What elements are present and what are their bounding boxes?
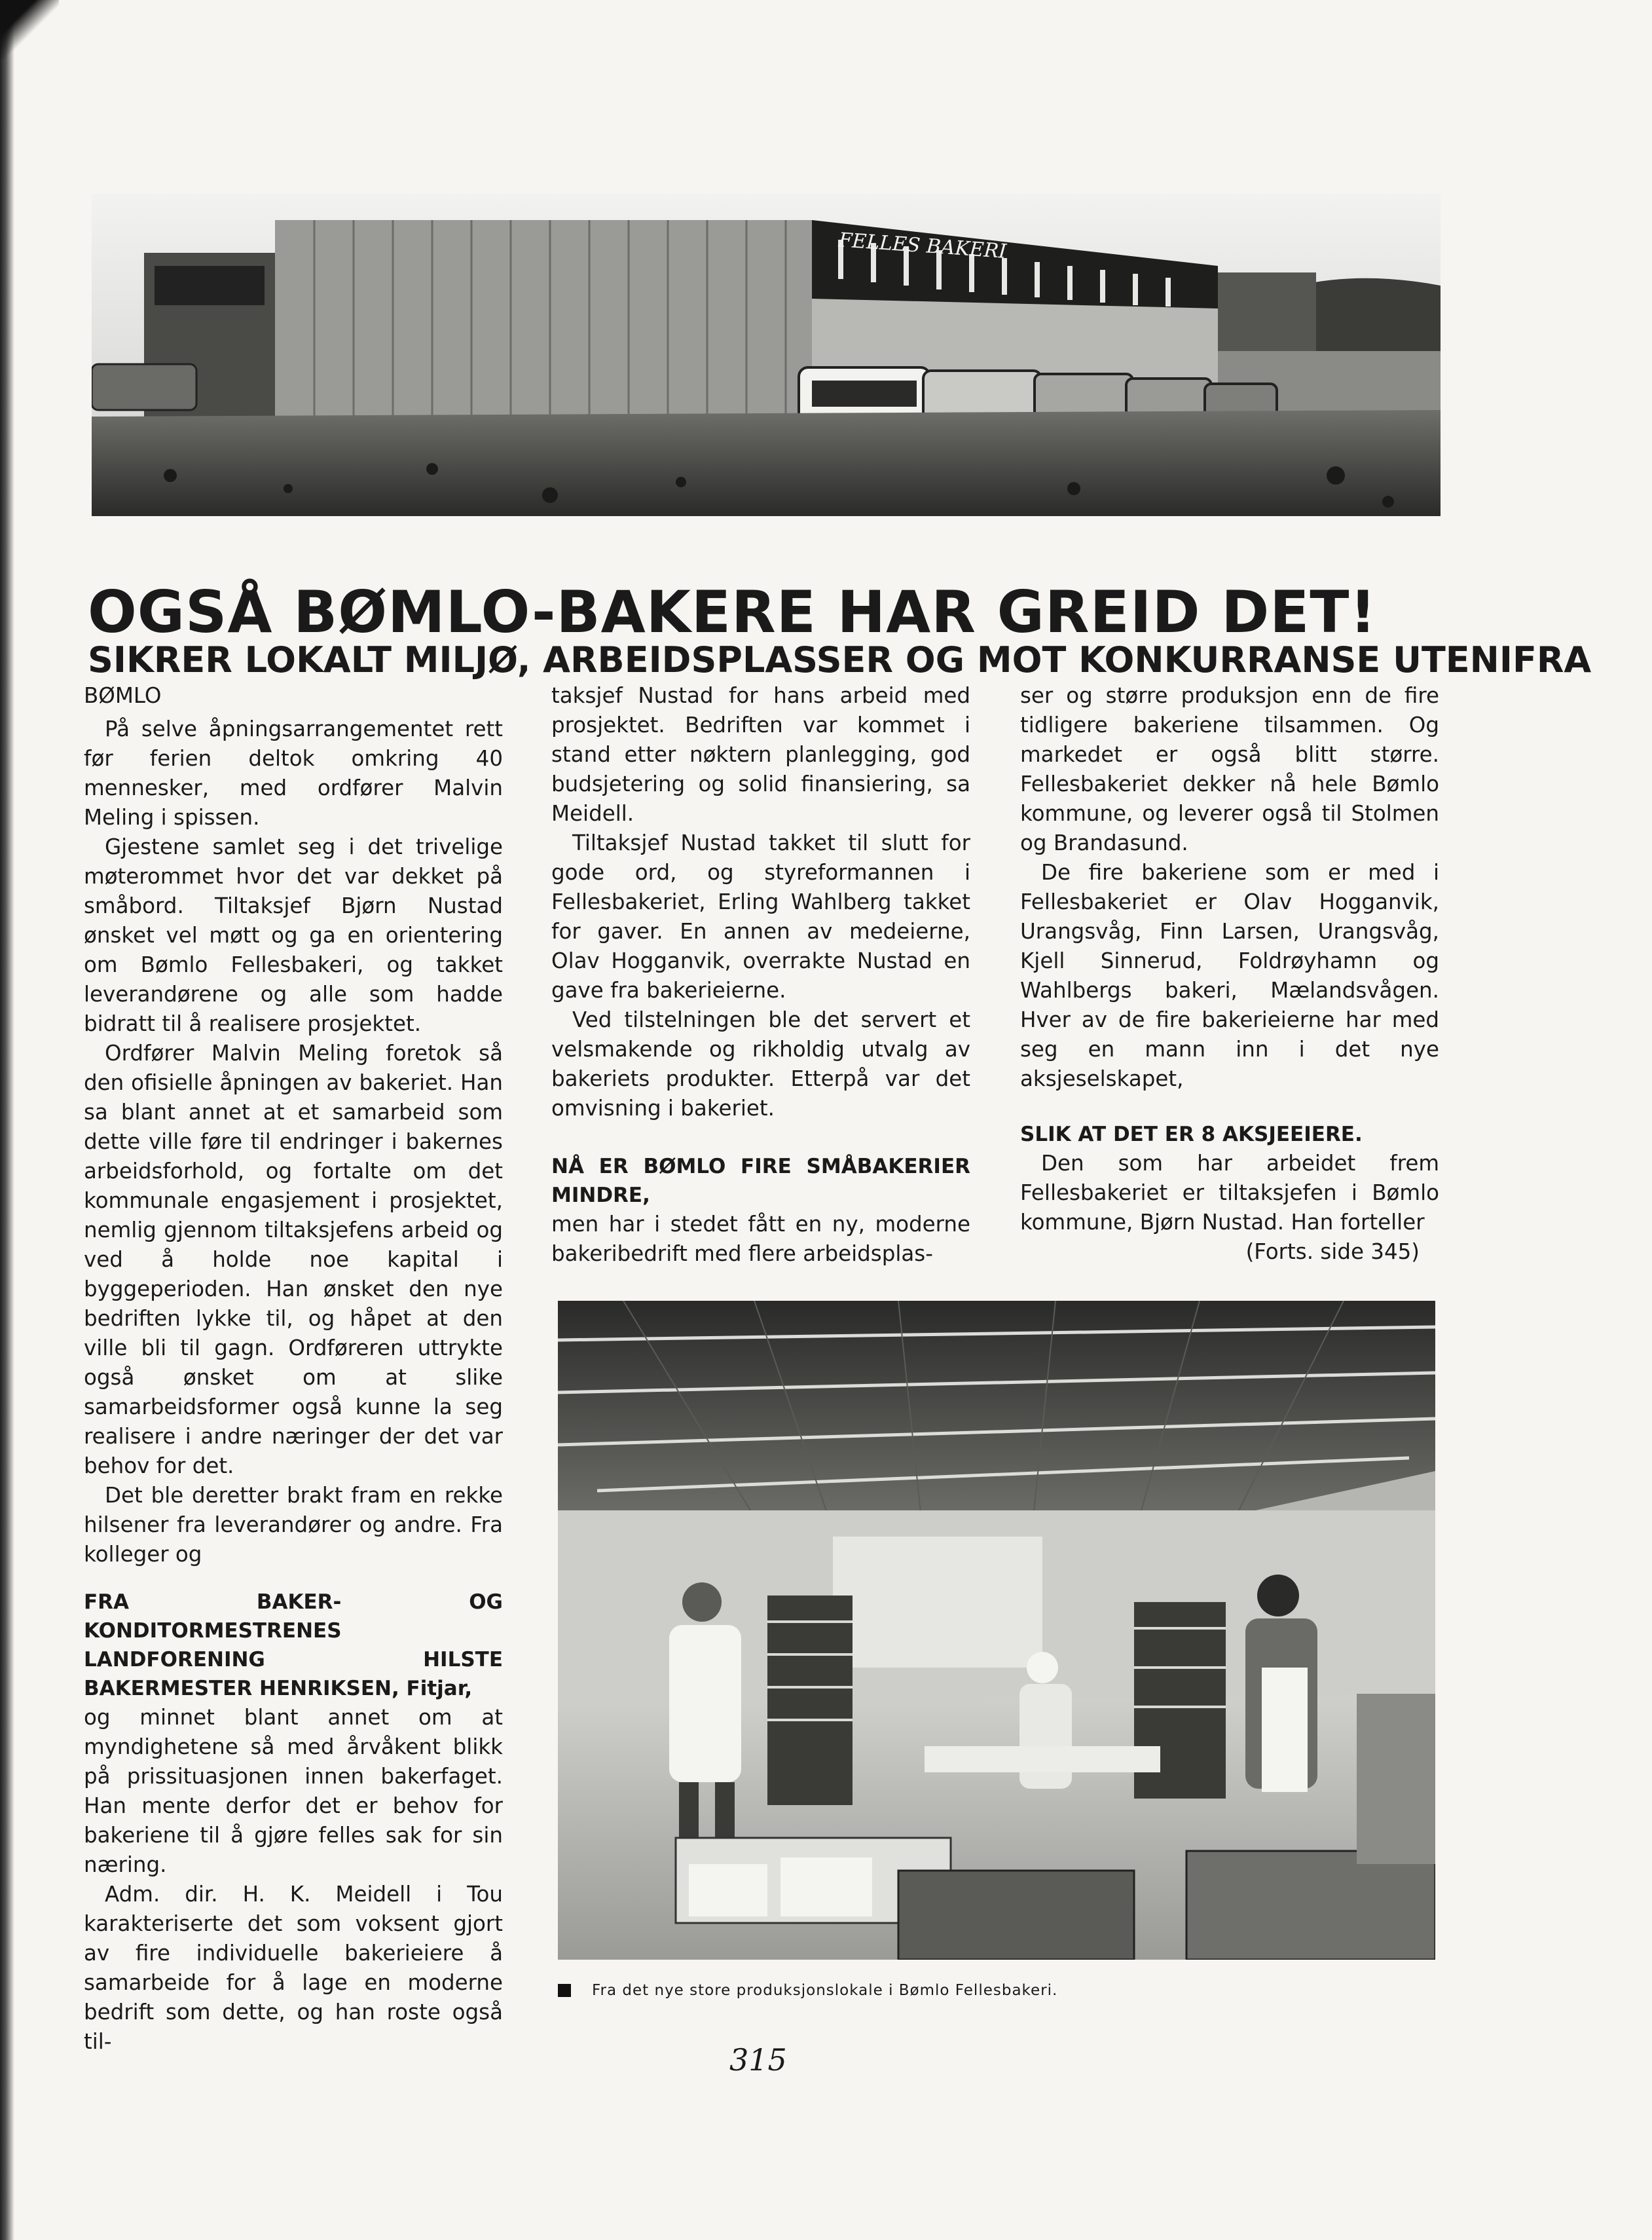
building-sign: FELLES BAKERI [837, 229, 1008, 263]
paragraph: På selve åpningsarrangementet rett før ferien deltok omkring 40 mennesker, med ordfører Malvin Meling i spissen. [84, 717, 503, 830]
paragraph: og minnet blant annet om at myndighetene så med årvåkent blikk på prissituasjonen innen bakerfaget. Han mente derfor det er behov for bakeriene til å gjøre felles sak for sin næring. [84, 1705, 503, 1877]
photo-caption [558, 1982, 1435, 1999]
dateline: BØMLO [84, 683, 162, 708]
paragraph: Ved tilstelningen ble det servert et velsmakende og rikholdig utvalg av bakeriets produkter. Etterpå var det omvisning i bakeriet. [551, 1007, 970, 1121]
paragraph: Den som har arbeidet frem Fellesbakeriet er tiltaksjefen i Bømlo kommune, Bjørn Nustad. Han forteller [1020, 1151, 1439, 1235]
paragraph: De fire bakeriene som er med i Fellesbakeriet er Olav Hogganvik, Urangsvåg, Finn Larsen, Urangsvåg, Kjell Sinnerud, Foldrøyhamn og Wahlbergs bakeri, Mælandsvågen. Hver av de fire bakerieierne har med seg en mann inn i det nye aksjeselskapet, [1020, 860, 1439, 1091]
headline: OGSÅ BØMLO-BAKERE HAR GREID DET! [88, 578, 1377, 646]
paragraph: Adm. dir. H. K. Meidell i Tou karakteriserte det som voksent gjort av fire individuelle bakerieiere å samarbeide for å lage en moderne bedrift som dette, og han roste også til- [84, 1882, 503, 2054]
scan-corner [0, 0, 59, 59]
subheading: FRA BAKER- OG KONDITORMESTRENES LANDFORENING HILSTE BAKERMESTER HENRIKSEN, Fitjar, [84, 1590, 503, 1700]
production-hall-photo [558, 1301, 1435, 1960]
subheading: NÅ ER BØMLO FIRE SMÅBAKERIER MINDRE, [551, 1155, 970, 1207]
caption-text: Fra det nye store produksjonslokale i Bømlo Fellesbakeri. [592, 1982, 1058, 1999]
continuation-note: (Forts. side 345) [1245, 1239, 1420, 1264]
caption-bullet-icon [558, 1984, 571, 1997]
article-column-3 [1020, 681, 1439, 1267]
paragraph: Det ble deretter brakt fram en rekke hilsener fra leverandører og andre. Fra kolleger og [84, 1483, 503, 1567]
page-number: 315 [729, 2042, 787, 2078]
subheadline: SIKRER LOKALT MILJØ, ARBEIDSPLASSER OG MOT KONKURRANSE UTENIFRA [88, 639, 1592, 681]
article-column-1 [84, 681, 503, 2057]
paragraph: Ordfører Malvin Meling foretok så den ofisielle åpningen av bakeriet. Han sa blant annet at et samarbeid som dette ville føre til endringer i bakernes arbeidsforhold, og fortalte om det kommunale engasjement i prosjektet, nemlig gjennom tiltaksjefens arbeid og ved å holde noe kapital i byggeperioden. Han ønsket den nye bedriften lykke til, og håpet at den ville bli til gagn. Ordføreren uttrykte også ønsket om at slike samarbeidsformer også kunne la seg realisere i andre næringer der det var behov for det. [84, 1041, 503, 1478]
paragraph: taksjef Nustad for hans arbeid med prosjektet. Bedriften var kommet i stand etter nøktern planlegging, god budsjetering og solid finansiering, sa Meidell. [551, 683, 970, 826]
paragraph: ser og større produksjon enn de fire tidligere bakeriene tilsammen. Og markedet er også blitt større. Fellesbakeriet dekker nå hele Bømlo kommune, og leverer også til Stolmen og Brandasund. [1020, 683, 1439, 855]
article-column-2 [551, 681, 970, 1269]
paragraph: Gjestene samlet seg i det trivelige møterommet hvor det var dekket på småbord. Tiltaksjef Bjørn Nustad ønsket vel møtt og ga en orientering om Bømlo Fellesbakeri, og takket leverandørene og alle som hadde bidratt til å realisere prosjektet. [84, 834, 503, 1036]
paragraph: men har i stedet fått en ny, moderne bakeribedrift med flere arbeidsplas- [551, 1212, 970, 1266]
scan-edge [0, 0, 14, 2240]
bakery-building-photo [92, 194, 1441, 516]
subheading: SLIK AT DET ER 8 AKSJEEIERE. [1020, 1123, 1363, 1146]
paragraph: Tiltaksjef Nustad takket til slutt for gode ord, og styreformannen i Fellesbakeriet, Erling Wahlberg takket for gaver. En annen av medeierne, Olav Hogganvik, overrakte Nustad en gave fra bakerieierne. [551, 831, 970, 1003]
